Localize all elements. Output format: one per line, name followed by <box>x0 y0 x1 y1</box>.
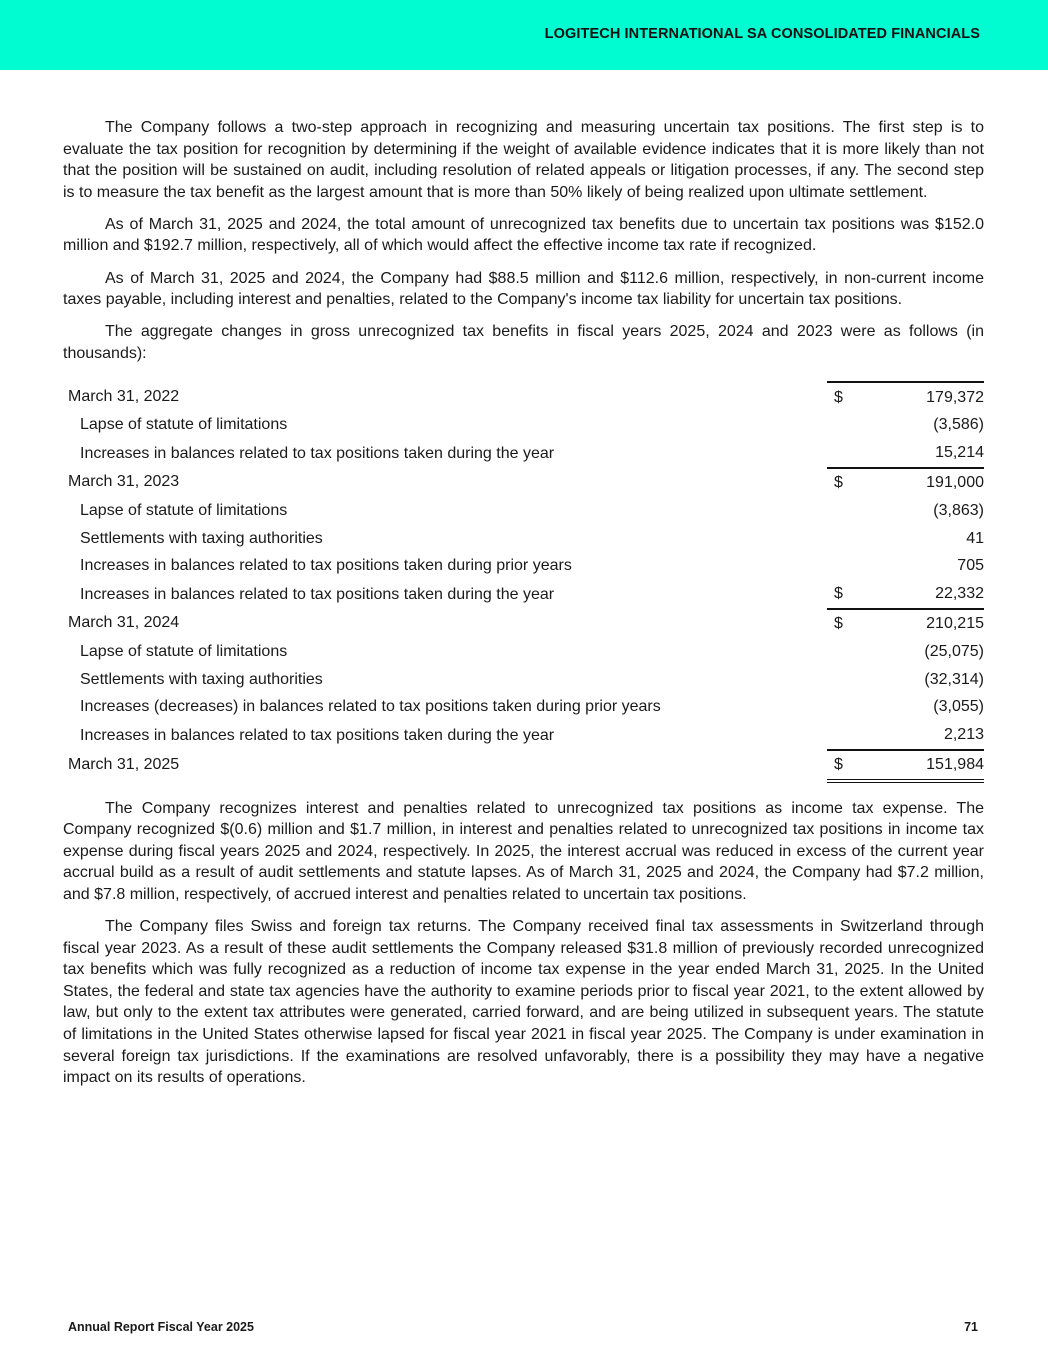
row-value: (25,075) <box>924 642 984 660</box>
row-label: Increases in balances related to tax positions taken during the year <box>80 585 555 603</box>
table-row <box>63 638 984 666</box>
row-label: Lapse of statute of limitations <box>80 501 288 519</box>
row-value: 705 <box>957 557 984 575</box>
row-value: 41 <box>966 529 984 547</box>
row-value: (32,314) <box>924 670 984 688</box>
row-value: 210,215 <box>864 609 984 638</box>
row-value: 151,984 <box>864 750 984 781</box>
row-label: March 31, 2025 <box>68 756 180 774</box>
currency-symbol: $ <box>827 609 864 638</box>
row-label: Settlements with taxing authorities <box>80 670 323 688</box>
header-title: LOGITECH INTERNATIONAL SA CONSOLIDATED FINANCIALS <box>544 26 980 42</box>
row-label: March 31, 2024 <box>68 614 180 632</box>
table-row <box>63 552 984 580</box>
table-row <box>63 524 984 552</box>
footer-report-title: Annual Report Fiscal Year 2025 <box>68 1320 254 1334</box>
table-row <box>63 721 984 750</box>
row-value: 191,000 <box>864 468 984 497</box>
row-value: (3,863) <box>933 501 984 519</box>
currency-symbol <box>827 439 864 468</box>
currency-symbol: $ <box>827 750 864 781</box>
document-body <box>63 117 984 1099</box>
table-row <box>63 411 984 439</box>
row-value: (3,055) <box>933 698 984 716</box>
header-banner <box>0 0 1048 70</box>
paragraph: As of March 31, 2025 and 2024, the total amount of unrecognized tax benefits due to uncertain tax positions was $152.0 million and $192.7 million, respectively, all of which would affect the effective income tax rate if recognized. <box>63 215 984 255</box>
table-row <box>63 609 984 638</box>
table-row <box>63 665 984 693</box>
currency-symbol <box>827 411 864 439</box>
currency-symbol: $ <box>827 468 864 497</box>
row-label: Increases in balances related to tax positions taken during the year <box>80 444 555 462</box>
table-row <box>63 497 984 525</box>
paragraph: As of March 31, 2025 and 2024, the Company had $88.5 million and $112.6 million, respectively, in non-current income taxes payable, including interest and penalties, related to the Company's income tax liability for uncertain tax positions. <box>63 269 984 309</box>
row-label: Settlements with taxing authorities <box>80 529 323 547</box>
table-row <box>63 693 984 721</box>
unrecognized-tax-benefits-table <box>63 381 984 782</box>
row-label: Increases in balances related to tax positions taken during the year <box>80 726 555 744</box>
table-row <box>63 468 984 497</box>
row-label: Increases in balances related to tax positions taken during prior years <box>80 557 572 575</box>
row-value: (3,586) <box>933 416 984 434</box>
row-value: 15,214 <box>935 444 984 462</box>
table-row <box>63 750 984 781</box>
currency-symbol: $ <box>834 585 843 603</box>
row-label: Lapse of statute of limitations <box>80 416 288 434</box>
table-row <box>63 580 984 609</box>
page-number: 71 <box>964 1320 978 1334</box>
currency-symbol <box>827 665 864 693</box>
paragraph: The Company files Swiss and foreign tax returns. The Company received final tax assessments in Switzerland through fiscal year 2023. As a result of these audit settlements the Company released $31.8 million of previously recorded unrecognized tax benefits which was fully recognized as a reduction of income tax expense in the year ended March 31, 2025. In the United States, the federal and state tax agencies have the authority to examine periods prior to fiscal year 2021, to the extent allowed by law, but only to the extent tax attributes were generated, carried forward, and are being utilized in subsequent years. The statute of limitations in the United States otherwise lapsed for fiscal year 2021 in fiscal year 2025. The Company is under examination in several foreign tax jurisdictions. If the examinations are resolved unfavorably, there is a possibility they may have a negative impact on its results of operations. <box>63 918 984 1087</box>
currency-symbol <box>827 524 864 552</box>
currency-symbol <box>827 721 864 750</box>
row-label: Lapse of statute of limitations <box>80 642 288 660</box>
row-value: 2,213 <box>943 726 984 744</box>
currency-symbol <box>827 552 864 580</box>
currency-symbol <box>827 693 864 721</box>
row-label: Increases (decreases) in balances related to tax positions taken during prior years <box>80 698 661 716</box>
row-label: March 31, 2023 <box>68 473 180 491</box>
row-label: March 31, 2022 <box>68 388 180 406</box>
paragraph: The Company follows a two-step approach in recognizing and measuring uncertain tax positions. The first step is to evaluate the tax position for recognition by determining if the weight of available evidence indicates that it is more likely than not that the position will be sustained on audit, including resolution of related appeals or litigation processes, if any. The second step is to measure the tax benefit as the largest amount that is more than 50% likely of being realized upon ultimate settlement. <box>63 119 984 201</box>
row-value: 179,372 <box>864 382 984 411</box>
paragraph: The aggregate changes in gross unrecognized tax benefits in fiscal years 2025, 2024 and 2023 were as follows (in thousands): <box>63 323 984 362</box>
currency-symbol <box>827 638 864 666</box>
currency-symbol: $ <box>827 382 864 411</box>
table-row <box>63 382 984 411</box>
currency-symbol <box>827 497 864 525</box>
row-value: 22,332 <box>935 585 984 603</box>
table-row <box>63 439 984 468</box>
paragraph: The Company recognizes interest and penalties related to unrecognized tax positions as income tax expense. The Company recognized $(0.6) million and $1.7 million, in interest and penalties related to unrecognized tax positions in income tax expense during fiscal years 2025 and 2024, respectively. In 2025, the interest accrual was reduced in excess of the current year accrual build as a result of audit settlements and statute lapses. As of March 31, 2025 and 2024, the Company had $7.2 million, and $7.8 million, respectively, of accrued interest and penalties related to uncertain tax positions. <box>63 799 984 903</box>
